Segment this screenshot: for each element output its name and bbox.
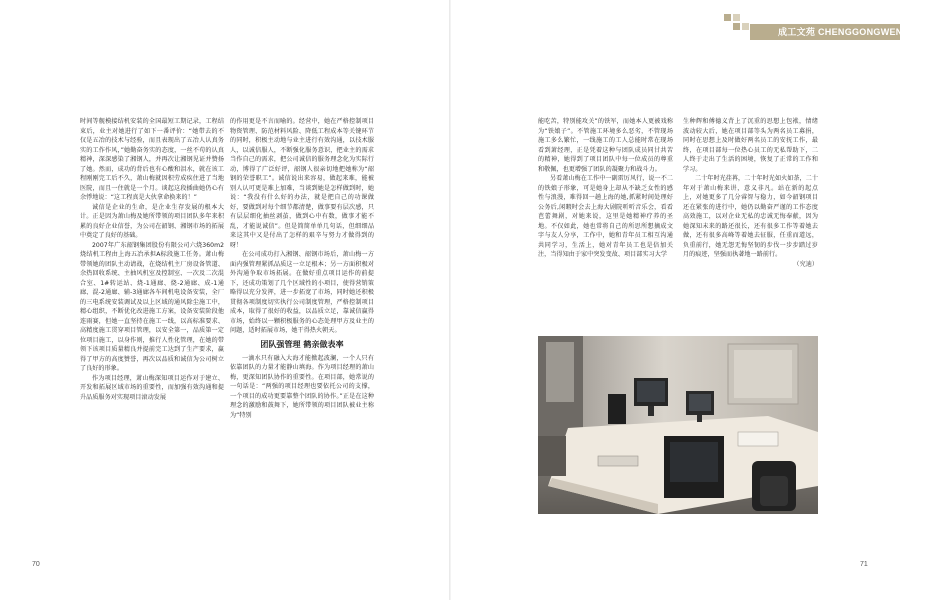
paragraph: 能吃苦，特别能攻关”的铁军，而她本人更被戏称为“铁娘子”。不管施工环境多么恶劣，不管现场施工多么繁忙，一线施工的工人总能时常在现场看到萧经理，正是凭着这种与团队成员同甘共苦的精神，她得到了项目团队中每一位成员的尊重和敬佩，也更增强了团队的凝聚力和战斗力。: [538, 118, 673, 173]
paragraph: 另看萧山梅在工作中一副雷厉风行，说一不二的铁娘子形象，可是她身上却从不缺乏女性的感性与浪漫，难得回一趟上海的她,抓紧时间处理好公务后,闲暇时会去上海大剧院听听音乐会，看看芭蕾舞剧，对她来说，这里是她精神疗养的圣地。不仅如此，她也常将自己的所思所想摘成文字与友人分享，工作中，她和青年员工相互沟通共同学习，生活上，她对青年员工也是倍加关注，当得知由于家中突发变故、项目部实习大学: [538, 175, 673, 258]
page-gutter: [449, 0, 451, 600]
section-header-tab: [750, 24, 929, 40]
section-subheading: 团队强管理 鹤亲做表率: [260, 339, 344, 349]
paragraph: 二十年时光荏苒，二十年时光如火如荼，二十年对于萧山梅来讲，意义非凡。站在新的起点上，对她更多了几分睿智与稳力，如今韶钢项目还在紧张的进行中，她仍以勤奋严谨的工作态度高效施工，以对企业无私的忠诚无悔奉献，因为她深知未来的路还很长，还有很多工作等着她去做，还有很多高峰等着她去征服，任重而道远，负重前行，她无怨无悔坚韧的步伐一步步踏过岁月的痕迹，坚强而执著地一路前行。: [683, 175, 818, 258]
author-signature: （究迪）: [793, 260, 818, 268]
office-scene-illustration: [538, 336, 818, 514]
right-page-column-1: [538, 117, 673, 260]
paragraph: 2007年广东韶钢集团股份有限公司六烧360m2烧结机工程由上海五冶承担A标段施工任务。萧山梅带领她的团队主动请战，在烧结机主厂房设备管道、余热回收系统、主抽风机室及控制室、一次及二次混合室、1#转运站、烧-1通廊、烧-2通廊、成-1通廊、混-2通廊、辅-3通廊各车间机电设备安装，全厂的三电系统安装调试及以上区域的通风除尘施工中，精心组织，不断优化改进施工方案，设备安装阶段他连雨赛，但她一直坚持在施工一线，以高标准要求、高精度施工贯穿项目管理，以安全第一，品质第一定位项目施工，以身作则，推行人性化管理，在她的带领下该项目质量精良并提前完工达到了生产要求，赢得了甲方的高度赞誉，再次以品质和诚信为公司树立了良好的形象。: [80, 241, 224, 372]
paragraph: 在公司成功打入湘钢、韶钢市场后，萧山梅一方面内强管理紧抓品质这一立足根本；另一方面积极对外沟通争取市场拓展。在做好重点项目运作的前提下，还成功策划了几个区域性的小项目，使得营销策略得以充分发挥，进一步拓宽了市场，同时她还积极贯彻各项制度切实执行公司制度管理，严格控制项目成本，取得了很好的收益，以品质立足，靠诚信赢得市场，始终以一颗积极服务的心态处理甲方及业主的问题，适时拓展市场，她干得热火朝天。: [230, 251, 374, 334]
paragraph: 时间等舰模接结机安装的全国最短工期记录，工程结束后，业主对她进行了如下一番评价：“她带去的不仅是五冶的技术与经验，而且表现出了五冶人认真务实的工作作风，”她勤奋务实的态度，一丝不苟的认真精神，深深感染了湘钢人，并再次让湘钢见证并赞扬了她。然而，成功的背后也有心酸和泪水，就在该工程刚刚完工后不久，萧山梅就因积劳成疾住进了当地医院，而且一住就是一个月。谈起这段插曲她仍心有余悸地说：“这工程真是大伙拿命换来的！”: [80, 118, 224, 201]
left-page-number: 70: [32, 561, 40, 568]
paragraph: 诚信是企业的生命，是企业生存发展的根本大计。正是因为萧山梅及她所带领的项目团队多年来积累的良好企业信誉，为公司在韶钢、湘钢市场的拓展中奠定了良好的基础。: [80, 203, 224, 239]
right-page-column-2: [683, 117, 818, 269]
paragraph: 作为项目经理，萧山梅深知项目运作对于建立、开发和拓展区域市场的重要性，而加强有效沟通和提升品质服务对实现项目滚动发展: [80, 374, 224, 401]
paragraph: 一滴水只有融入大海才能掀起波澜，一个人只有依靠团队的力量才能静山填海。作为项目经理的萧山梅，更深知团队协作的重要性。在项目部，她常说的一句话是：“两强的项目经理也要依托公司的支撑，一个项目的成功更要靠整个团队的协作。”正是在这种理念的激励和鼓舞下，她所带领的项目团队被业主称为“特别: [230, 354, 374, 419]
paragraph: 的作用更是不言而喻的。经营中，她在严格控制项目物资管理、防范材料风险、降低工程成本等关键环节的同时，积极主动地与业主进行有效沟通，以技术服人，以诚信服人，不断强化服务意识，把业主的需求当作自己的需求，把公司诚信的服务理念化为实际行动，博得了广泛好评，韶钢人很亲切地把她称为“韶钢的荣誉职工”。诚信说出来容易，做起来难，能被别人认可更是难上加难，当谈到她是怎样做到时，她说：“我没有什么好的办法，就是把自己的功课做好，要做到对每个细节都清楚，做事要有层次感，只有层层细化抽丝剥茧，做到心中有数，做事才能不乱，才能说诚信”。但是简简单单几句话，但细细品来这其中又是付出了怎样的艰辛与努力才做得到的呀！: [230, 118, 374, 249]
office-photo: [538, 336, 818, 514]
left-page-column-2: [230, 117, 374, 420]
right-page-number: 71: [860, 561, 868, 568]
paragraph: 生种辉和傅德义背上了沉重的思想上包袱，情绪波动较大后，她在项目部等头为两名员工募捐，同时在思想上及时做好两名员工的安抚工作，最终，在项目部每一位热心员工的无私帮助下，二人终于走出了生活的困境，恢复了正常的工作和学习。: [683, 118, 818, 173]
section-label: 成工文苑 CHENGGONGWENYUAN: [778, 27, 929, 37]
left-page-column-1: [80, 117, 224, 402]
